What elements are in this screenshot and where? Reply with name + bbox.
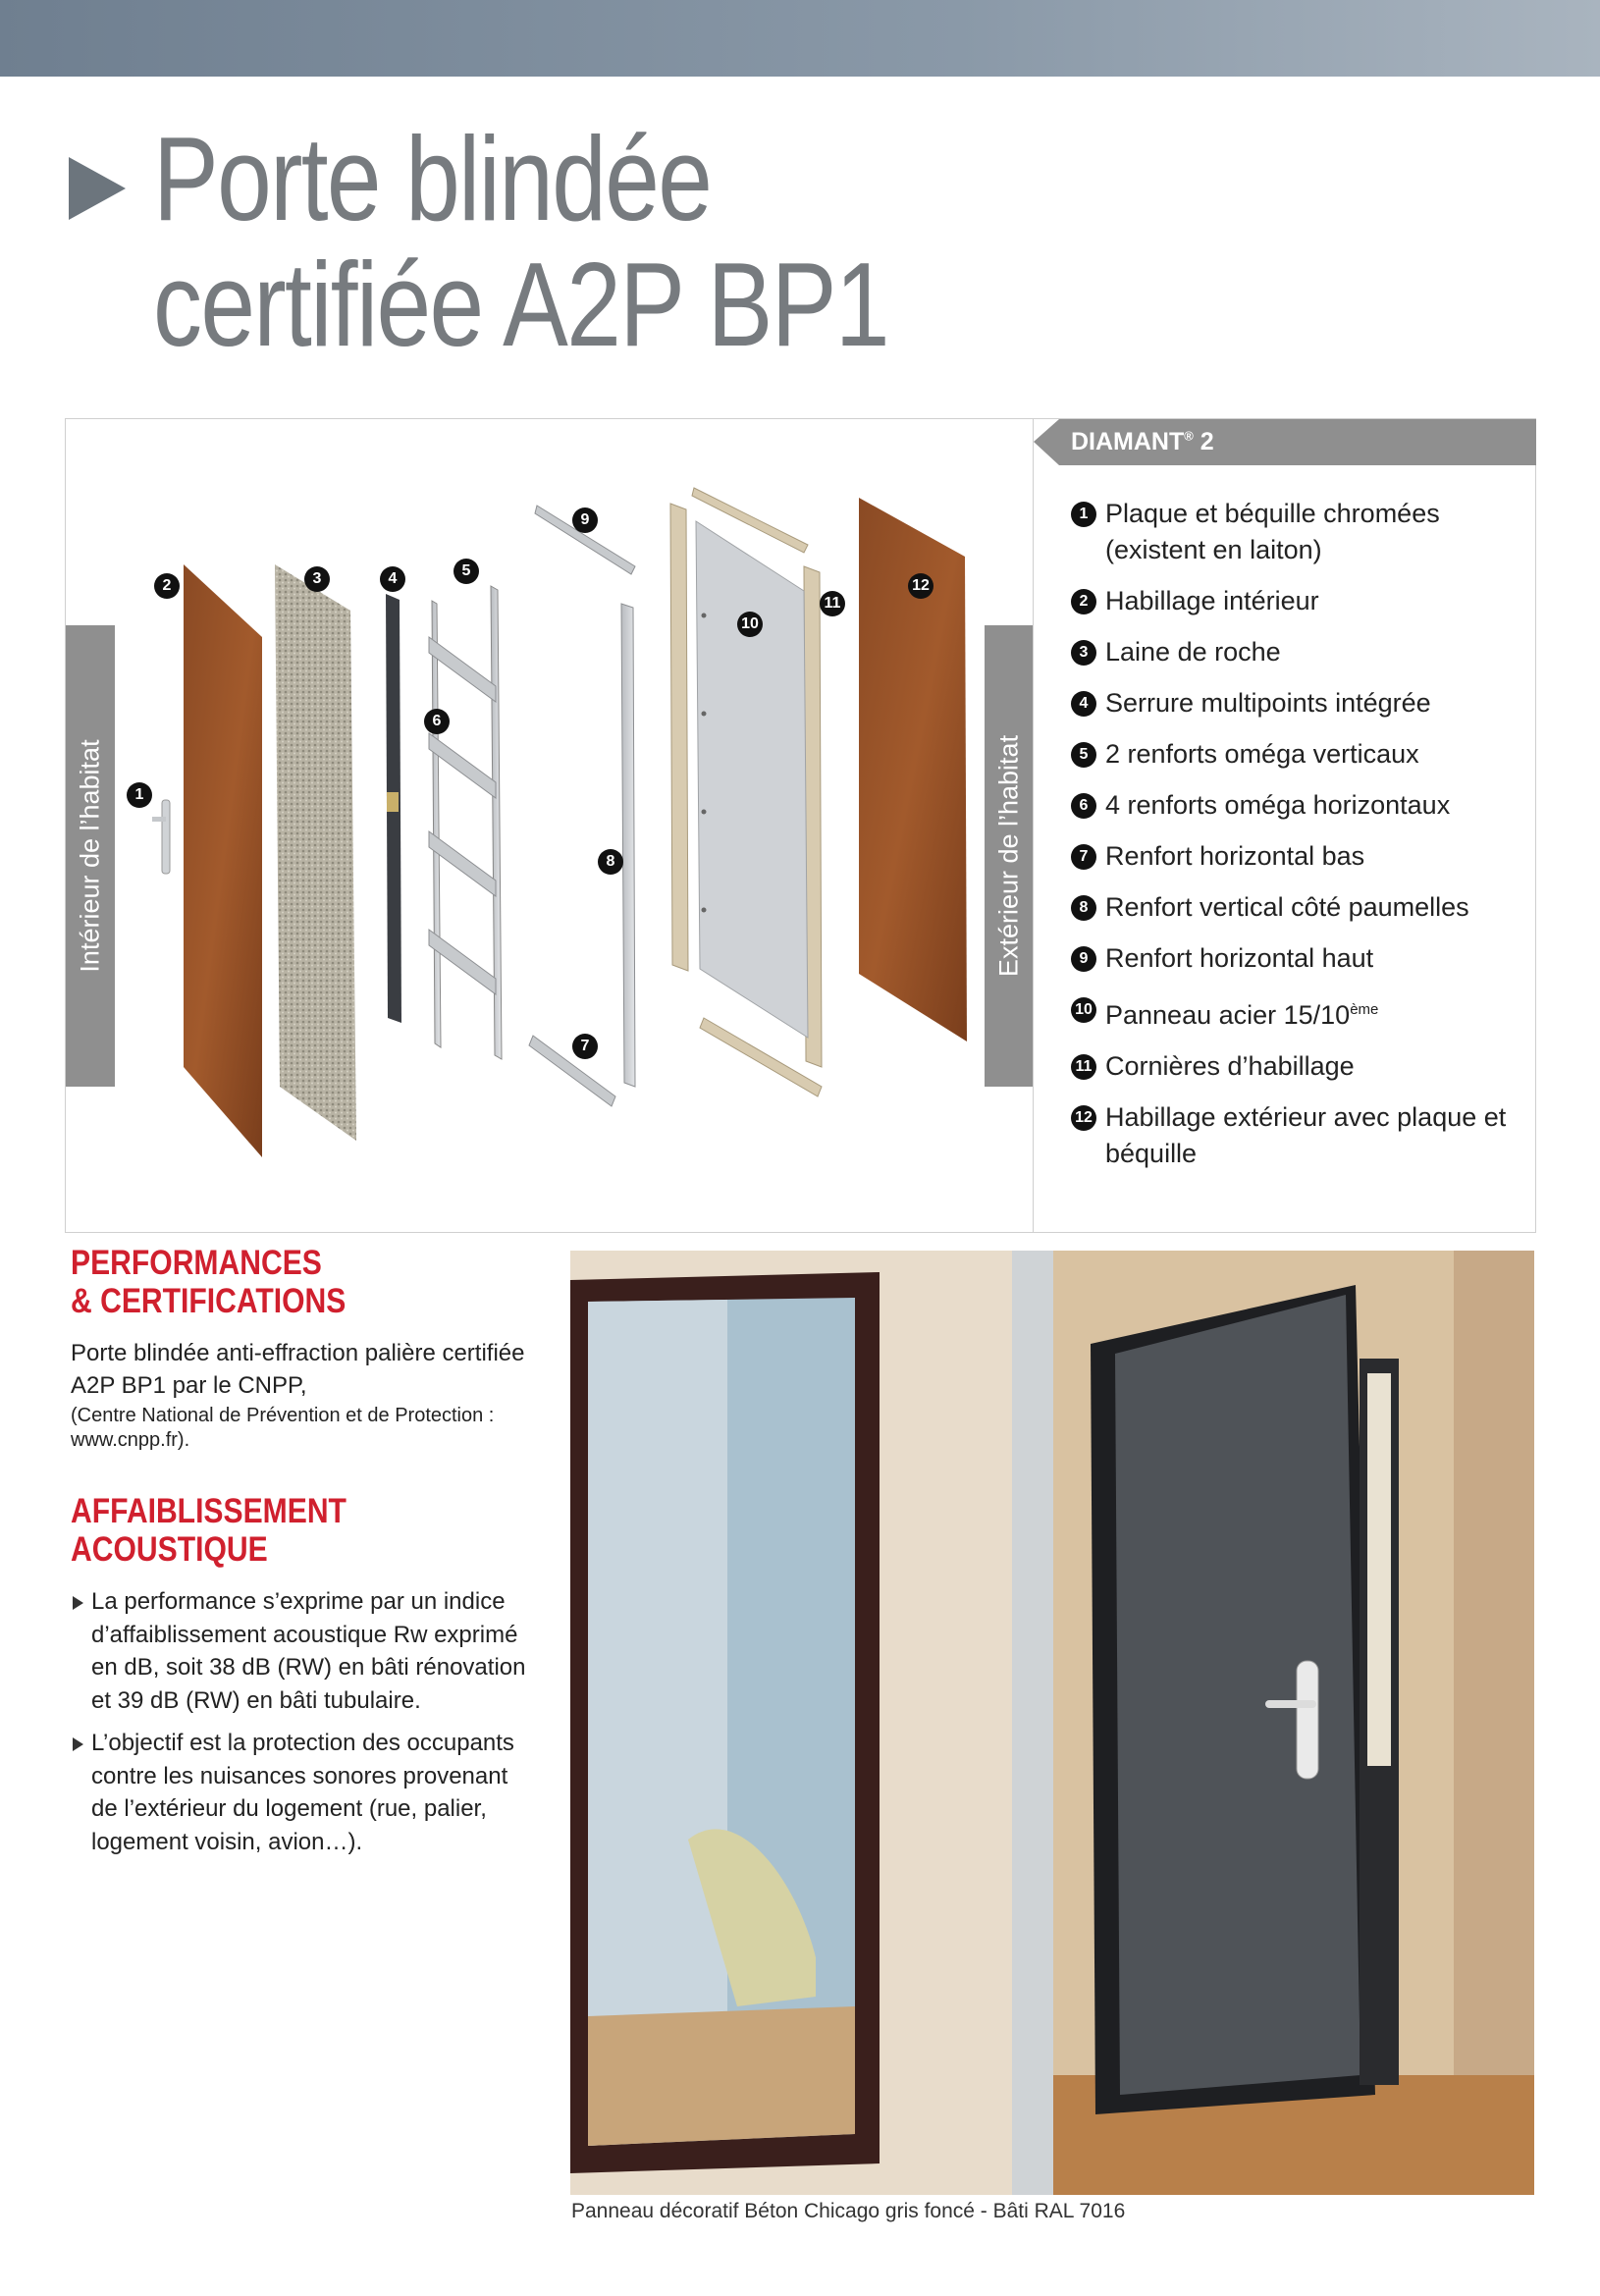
acoustique-heading: AFFAIBLISSEMENT ACOUSTIQUE (71, 1492, 347, 1569)
callout-11: 11 (820, 591, 845, 616)
callout-7: 7 (572, 1034, 598, 1059)
callout-12: 12 (908, 573, 933, 599)
top-banner (0, 0, 1600, 77)
legend-item: 4 Serrure multipoints intégrée (1071, 685, 1537, 721)
performances-note: (Centre National de Prévention et de Protection : www.cnpp.fr). (71, 1405, 495, 1451)
legend-item: 9 Renfort horizontal haut (1071, 940, 1537, 977)
legend-header (1034, 419, 1536, 465)
callout-1: 1 (127, 782, 152, 808)
legend-item: 12 Habillage extérieur avec plaque et béquille (1071, 1099, 1537, 1172)
legend-item: 7 Renfort horizontal bas (1071, 838, 1537, 875)
performances-text: Porte blindée anti-effraction palière certifiée A2P BP1 par le CNPP, (71, 1340, 525, 1399)
legend-item: 10 Panneau acier 15/10ème (1071, 991, 1537, 1034)
photo-caption: Panneau décoratif Béton Chicago gris foncé - Bâti RAL 7016 (571, 2200, 1126, 2222)
rock-wool-part (275, 564, 356, 1141)
handle-plate-part (152, 800, 170, 874)
title-line-2: certifiée A2P BP1 (153, 238, 888, 371)
legend-item: 8 Renfort vertical côté paumelles (1071, 889, 1537, 926)
parts-legend (1033, 419, 1536, 1232)
callout-6: 6 (424, 709, 450, 734)
callout-2: 2 (154, 573, 180, 599)
acoustique-bullets (71, 1585, 532, 1868)
bullet-item: La performance s’exprime par un indice d’affaiblissement acoustique Rw exprimé en dB, soit 38 dB (RW) en bâti rénovation et 39 dB (RW) en bâti tubulaire. (71, 1585, 532, 1717)
callout-5: 5 (453, 559, 479, 584)
door-photo (570, 1251, 1534, 2195)
legend-item: 1 Plaque et béquille chromées (existent en laiton) (1071, 496, 1537, 568)
steel-panel-part (696, 521, 808, 1038)
interior-panel-part (184, 564, 262, 1157)
lock-part (386, 594, 401, 1023)
callout-8: 8 (598, 849, 623, 875)
legend-item: 5 2 renforts oméga verticaux (1071, 736, 1537, 773)
callout-4: 4 (380, 566, 405, 592)
performances-heading: PERFORMANCES & CERTIFICATIONS (71, 1244, 347, 1320)
title-line-1: Porte blindée (153, 112, 712, 245)
legend-item: 11 Cornières d’habillage (1071, 1048, 1537, 1085)
legend-item: 2 Habillage intérieur (1071, 583, 1537, 619)
door-layers-illustration (66, 419, 1033, 1232)
exploded-door-diagram (65, 418, 1536, 1233)
diagram-illustration (66, 419, 1033, 1232)
legend-item: 6 4 renforts oméga horizontaux (1071, 787, 1537, 824)
interior-label: Intérieur de l’habitat (66, 625, 115, 1087)
legend-title: DIAMANT® 2 (1071, 428, 1214, 455)
callout-3: 3 (304, 566, 330, 592)
callout-9: 9 (572, 507, 598, 533)
title-arrow-icon (69, 157, 126, 220)
callout-10: 10 (737, 612, 763, 637)
legend-list (1071, 496, 1537, 1187)
bullet-item: L’objectif est la protection des occupants contre les nuisances sonores provenant de l’extérieur du logement (rue, palier, logement voisin, avion…). (71, 1727, 532, 1858)
exterior-label: Extérieur de l’habitat (985, 625, 1033, 1087)
legend-item: 3 Laine de roche (1071, 634, 1537, 670)
